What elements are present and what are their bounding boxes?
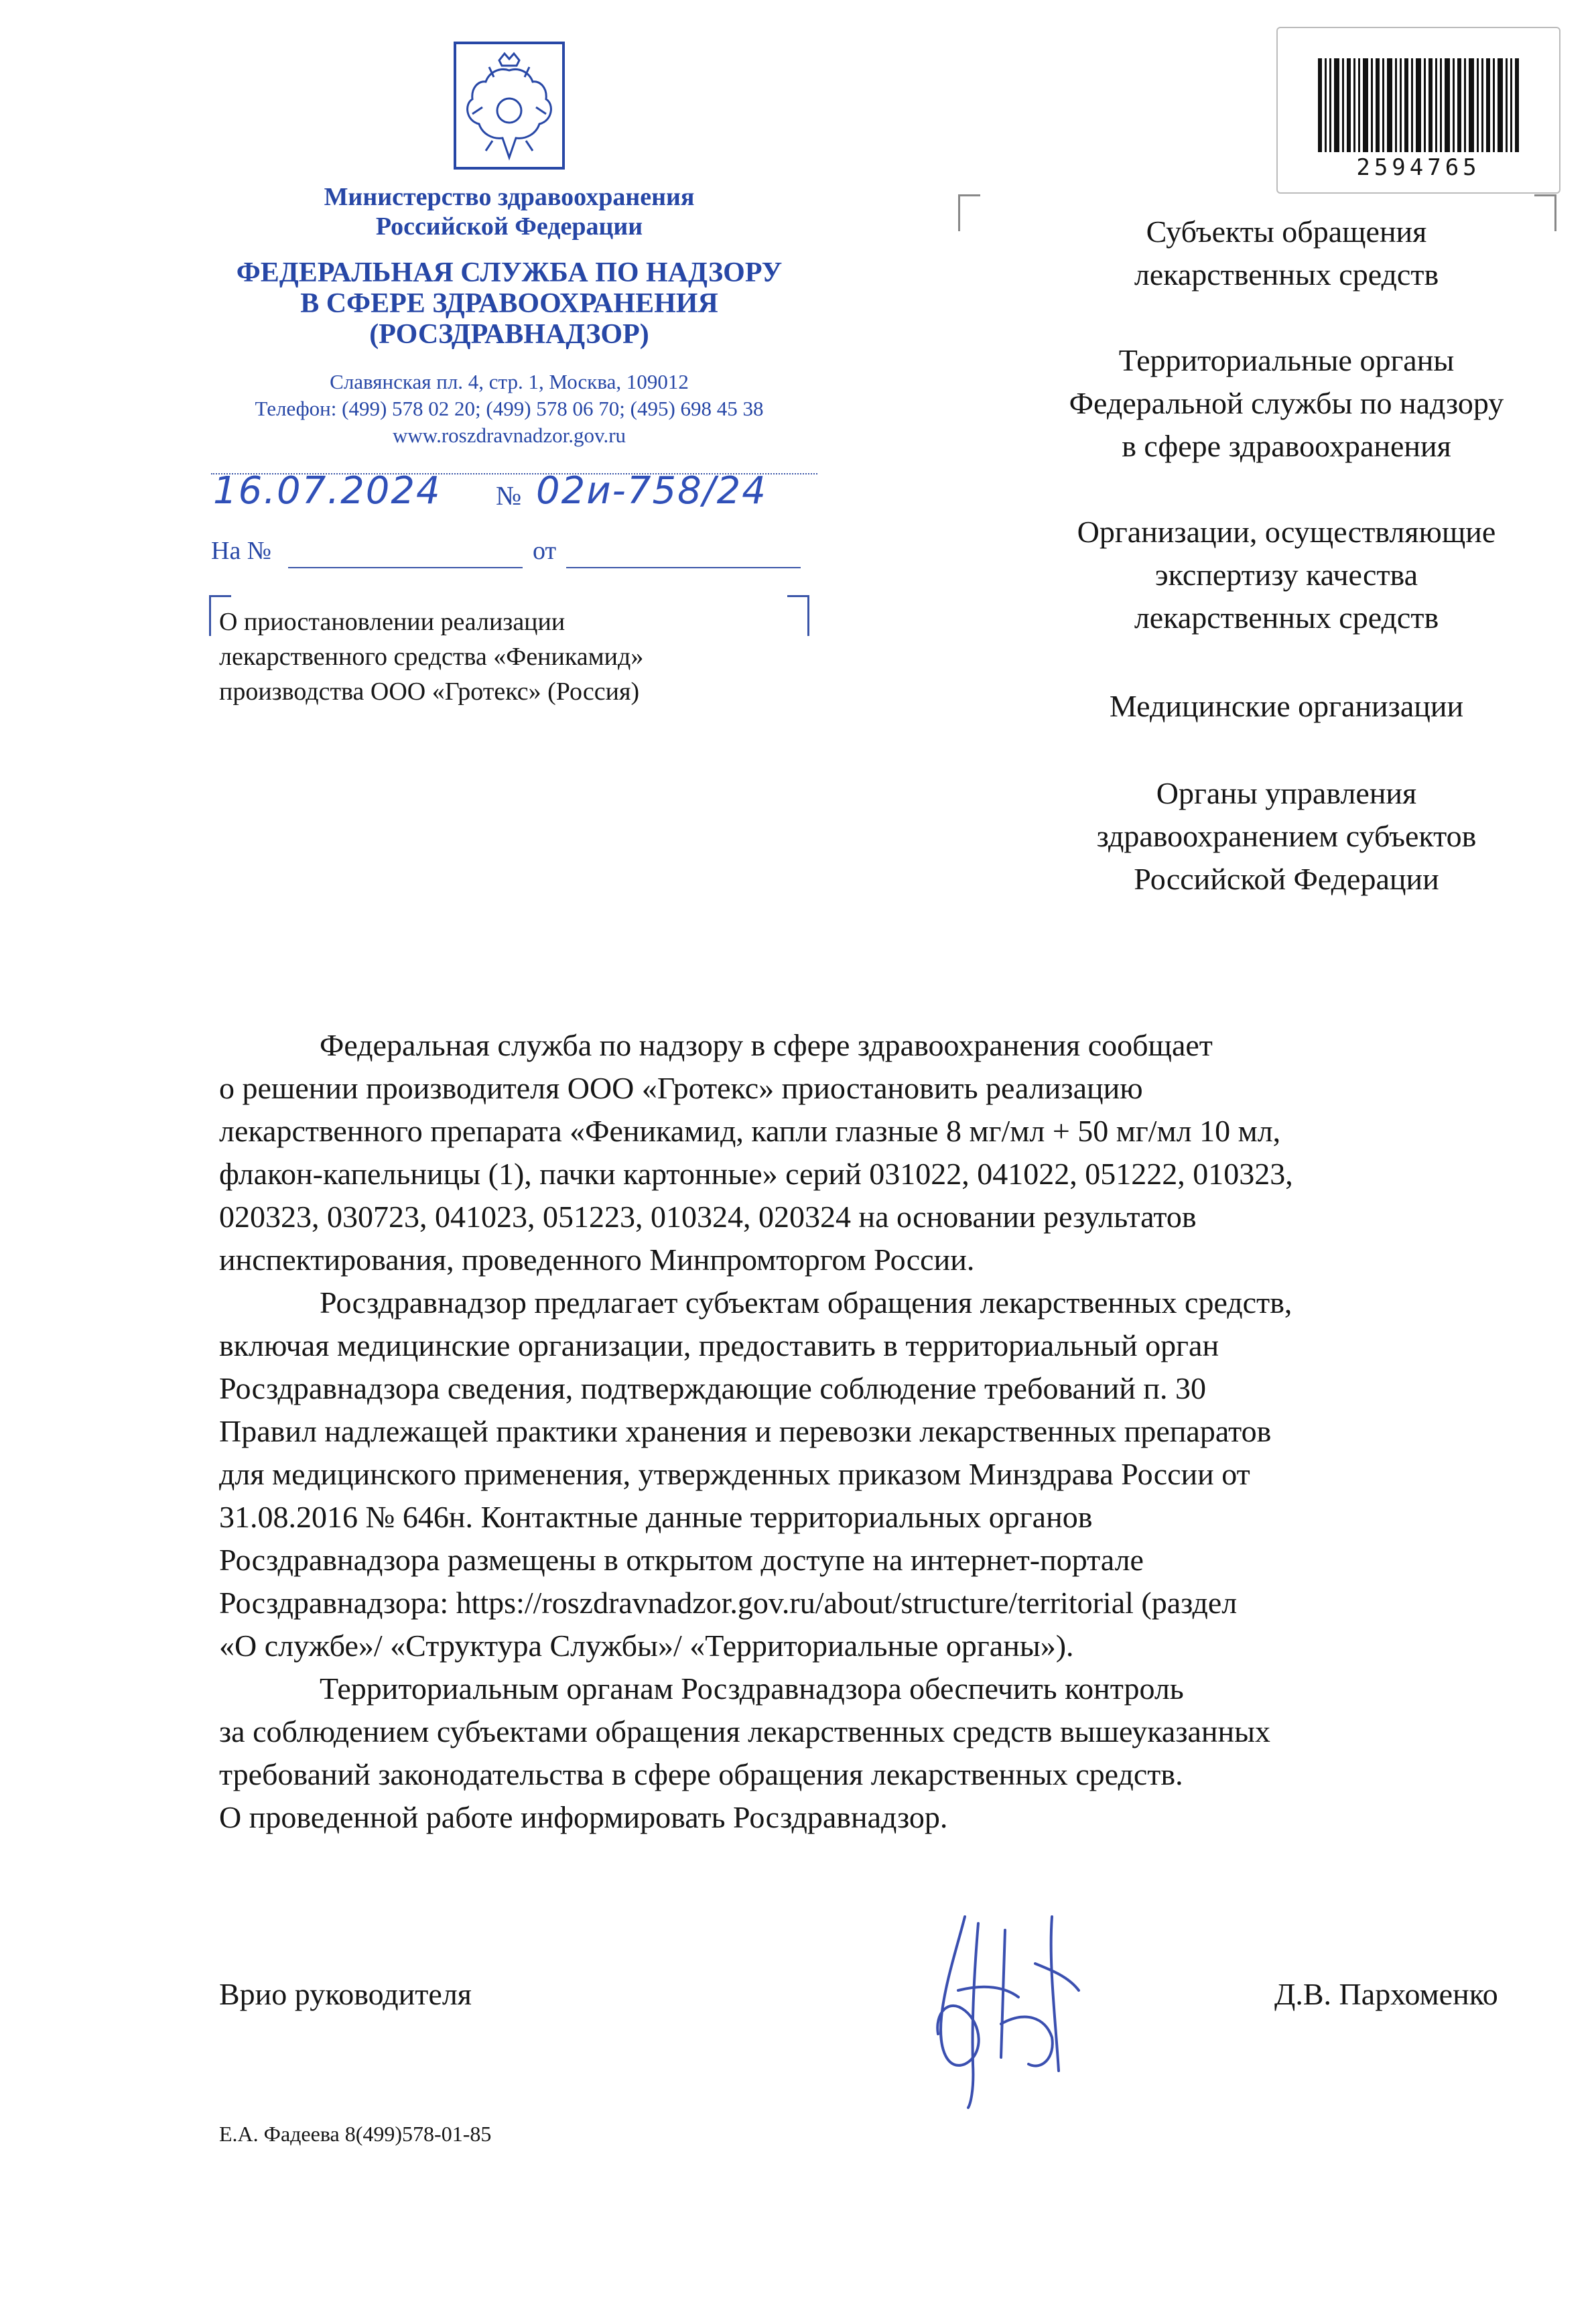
body-paragraph-1 <box>219 1024 1559 1281</box>
signatory-position: Врио руководителя <box>219 1977 472 2011</box>
ministry-name-line-2: Российской Федерации <box>375 212 643 241</box>
addressee-2-line-2: Федеральной службы по надзору <box>1069 386 1504 420</box>
body-p1-line: 020323, 030723, 041023, 051223, 010324, 020324 на основании результатов <box>219 1200 1197 1234</box>
body-paragraph-2 <box>219 1281 1559 1667</box>
ministry-name-line-1: Министерство здравоохранения <box>324 183 695 211</box>
barcode-image <box>1318 58 1519 152</box>
body-p2-line: Правил надлежащей практики хранения и перевозки лекарственных препаратов <box>219 1414 1272 1448</box>
body-p2-line: 31.08.2016 № 646н. Контактные данные территориальных органов <box>219 1500 1093 1534</box>
number-sign: № <box>496 481 522 511</box>
body-p1-line: лекарственного препарата «Феникамид, капли глазные 8 мг/мл + 50 мг/мл 10 мл, <box>219 1114 1281 1148</box>
body-p1-line: инспектирования, проведенного Минпромторгом России. <box>219 1242 975 1277</box>
body-p1-line: о решении производителя ООО «Гротекс» приостановить реализацию <box>219 1071 1143 1105</box>
body-p1-line: Федеральная служба по надзору в сфере здравоохранения сообщает <box>320 1028 1213 1062</box>
body-p2-line: включая медицинские организации, предоставить в территориальный орган <box>219 1328 1219 1362</box>
body-p2-line: Росздравнадзора: https://roszdravnadzor.gov.ru/about/structure/territorial (раздел <box>219 1586 1238 1620</box>
barcode-label <box>1276 27 1560 194</box>
body-p2-line: Росздравнадзора размещены в открытом доступе на интернет-портале <box>219 1543 1144 1577</box>
barcode-number: 2594765 <box>1356 154 1481 181</box>
handwritten-signature <box>918 1903 1099 2118</box>
letterhead-address: Славянская пл. 4, стр. 1, Москва, 109012 <box>330 370 689 393</box>
addressee-3-line-2: экспертизу качества <box>1154 558 1418 592</box>
reply-to-date-field <box>566 544 801 568</box>
subject-line-3: производства ООО «Гротекс» (Россия) <box>219 678 640 706</box>
service-name-line-2: В СФЕРЕ ЗДРАВООХРАНЕНИЯ <box>300 288 718 319</box>
body-paragraph-3 <box>219 1667 1559 1839</box>
executor-contact: Е.А. Фадеева 8(499)578-01-85 <box>219 2122 492 2146</box>
addressee-1-line-2: лекарственных средств <box>1134 257 1439 292</box>
addressee-bracket-left <box>958 194 980 231</box>
letterhead-website: www.roszdravnadzor.gov.ru <box>392 424 626 447</box>
addressee-1-line-1: Субъекты обращения <box>1146 214 1427 249</box>
addressee-3-line-1: Организации, осуществляющие <box>1077 515 1496 549</box>
service-name-line-1: ФЕДЕРАЛЬНАЯ СЛУЖБА ПО НАДЗОРУ <box>236 257 783 288</box>
addressee-2-line-3: в сфере здравоохранения <box>1122 429 1451 463</box>
registration-date: 16.07.2024 <box>213 469 442 513</box>
subject-bracket-right <box>787 595 809 636</box>
subject-line-1: О приостановлении реализации <box>219 608 566 636</box>
body-p2-line: для медицинского применения, утвержденных приказом Минздрава России от <box>219 1457 1250 1491</box>
reply-to-number-field <box>288 544 523 568</box>
body-p3-line: требований законодательства в сфере обращения лекарственных средств. <box>219 1757 1183 1791</box>
body-p3-line: О проведенной работе информировать Росздравнадзор. <box>219 1800 948 1834</box>
addressee-5-line-1: Органы управления <box>1156 776 1417 810</box>
body-p1-line: флакон-капельницы (1), пачки картонные» серий 031022, 041022, 051222, 010323, <box>219 1157 1293 1191</box>
addressee-5-line-3: Российской Федерации <box>1134 862 1439 896</box>
registration-number: 02и-758/24 <box>536 469 767 513</box>
from-label: от <box>533 537 557 565</box>
addressee-2-line-1: Территориальные органы <box>1118 343 1455 377</box>
subject-line-2: лекарственного средства «Феникамид» <box>219 643 644 671</box>
service-name-line-3: (РОСЗДРАВНАДЗОР) <box>369 319 649 350</box>
coat-of-arms-emblem <box>452 40 566 171</box>
body-p2-line: «О службе»/ «Структура Службы»/ «Территориальные органы»). <box>219 1629 1074 1663</box>
signatory-name: Д.В. Пархоменко <box>1274 1977 1498 2011</box>
addressee-5-line-2: здравоохранением субъектов <box>1096 819 1477 853</box>
letterhead-phone: Телефон: (499) 578 02 20; (499) 578 06 70; (495) 698 45 38 <box>255 397 764 420</box>
body-p2-line: Росздравнадзора сведения, подтверждающие соблюдение требований п. 30 <box>219 1371 1206 1405</box>
reply-to-label: На № <box>211 537 272 565</box>
body-p3-line: Территориальным органам Росздравнадзора обеспечить контроль <box>320 1671 1184 1706</box>
addressee-4-line-1: Медицинские организации <box>1109 689 1464 723</box>
addressee-3-line-3: лекарственных средств <box>1134 600 1439 635</box>
body-p2-line: Росздравнадзор предлагает субъектам обращения лекарственных средств, <box>320 1285 1292 1320</box>
body-p3-line: за соблюдением субъектами обращения лекарственных средств вышеуказанных <box>219 1714 1271 1748</box>
